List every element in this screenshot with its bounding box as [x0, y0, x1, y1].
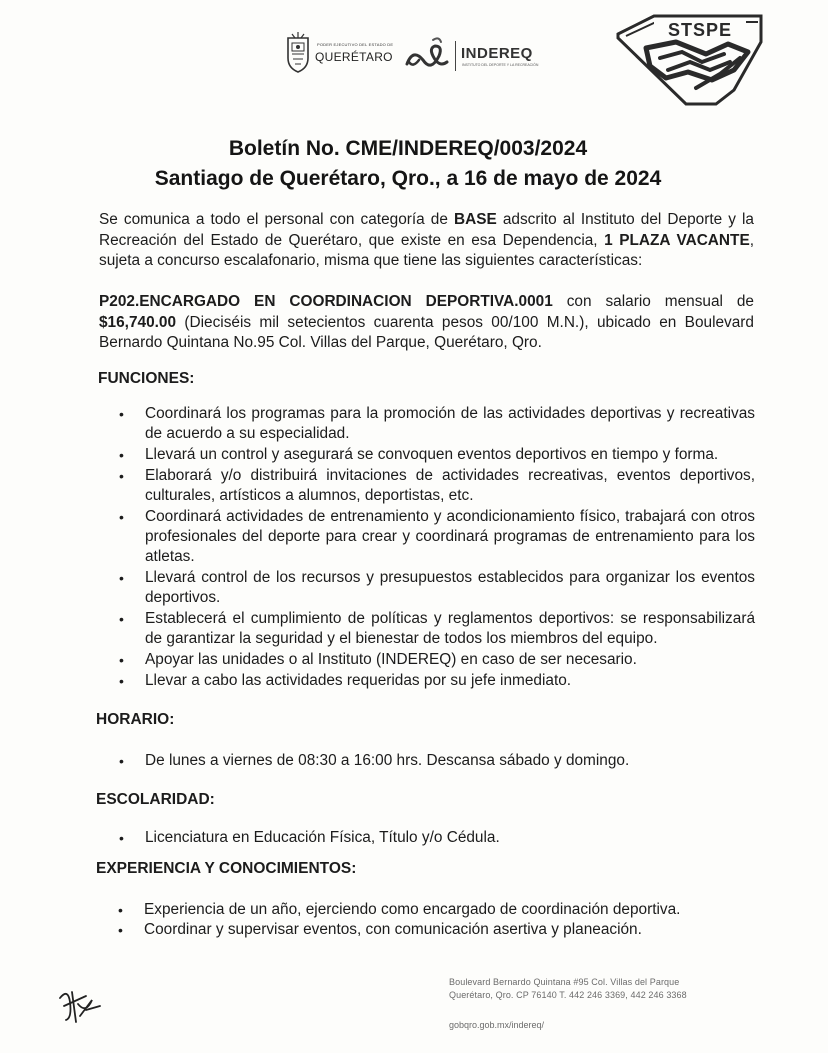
- intro-paragraph: Se comunica a todo el personal con categoría de BASE adscrito al Instituto del Deporte y la Recreación del Estado de Querétaro, que existe en esa Dependencia, 1 PLAZA VACANTE, sujeta a concurso escalafonario, misma que tiene las siguientes características:: [99, 211, 754, 269]
- list-item: • De lunes a viernes de 08:30 a 16:00 hrs. Descansa sábado y domingo.: [119, 752, 630, 769]
- experiencia-heading: EXPERIENCIA Y CONOCIMIENTOS:: [96, 860, 357, 877]
- intro-plaza: 1 PLAZA VACANTE: [604, 231, 750, 249]
- indereq-small-text: INSTITUTO DEL DEPORTE Y LA RECREACIÓN: [462, 63, 539, 67]
- footer-address-line1: Boulevard Bernardo Quintana #95 Col. Villas del Parque: [449, 977, 680, 987]
- list-item: • Experiencia de un año, ejerciendo como encargado de coordinación deportiva.: [118, 901, 681, 918]
- list-item: • Apoyar las unidades o al Instituto (INDEREQ) en caso de ser necesario.: [119, 651, 637, 668]
- horario-list: [117, 751, 747, 771]
- footer-address-line2: Querétaro, Qro. CP 76140 T. 442 246 3369, 442 246 3368: [449, 990, 687, 1000]
- list-item: • Llevar a cabo las actividades requeridas por su jefe inmediato.: [119, 672, 572, 689]
- escolaridad-list: [117, 828, 747, 848]
- list-item: • Licenciatura en Educación Física, Título y/o Cédula.: [119, 829, 500, 846]
- funciones-list: [117, 404, 755, 692]
- indereq-wordmark: INDEREQ: [461, 45, 533, 62]
- queretaro-logo: [283, 30, 394, 78]
- list-item: • Llevará un control y asegurará se convoquen eventos deportivos en tiempo y forma.: [119, 446, 719, 463]
- position-code: P202.ENCARGADO EN COORDINACION DEPORTIVA.0001: [99, 293, 553, 310]
- bulletin-number: Boletín No. CME/INDEREQ/003/2024: [228, 137, 588, 160]
- stspe-logo: [616, 14, 766, 106]
- list-item: • Coordinará los programas para la promoción de las actividades deportivas y recreativas de acuerdo a su especialidad.: [119, 405, 755, 442]
- funciones-heading: FUNCIONES:: [98, 370, 195, 387]
- footer-address: [449, 976, 687, 1002]
- indereq-logo: [403, 34, 543, 80]
- list-item: • Llevará control de los recursos y presupuestos establecidos para organizar los eventos deportivos.: [119, 569, 755, 606]
- indereq-mark-icon: [403, 34, 451, 76]
- stspe-wordmark: STSPE: [667, 20, 733, 40]
- position-salary: $16,740.00: [99, 313, 177, 331]
- list-item: • Establecerá el cumplimiento de políticas y reglamentos deportivos: se responsabilizará de garantizar la seguridad y el bienestar de todos los miembros del equipo.: [119, 610, 755, 647]
- list-item: • Coordinar y supervisar eventos, con comunicación asertiva y planeación.: [118, 921, 642, 938]
- list-item: • Coordinará actividades de entrenamiento y acondicionamiento físico, trabajará con otros profesionales del deporte para crear y coordinará programas de entrenamiento para los atletas.: [119, 508, 755, 565]
- signature-mark: [56, 984, 104, 1024]
- horario-heading: HORARIO:: [96, 711, 175, 728]
- experiencia-list: [116, 900, 746, 940]
- queretaro-crest-icon: [283, 30, 313, 74]
- bulletin-date-place: Santiago de Querétaro, Qro., a 16 de mayo de 2024: [154, 167, 662, 190]
- intro-base: BASE: [453, 211, 497, 228]
- queretaro-wordmark: QUERÉTARO: [315, 50, 393, 64]
- position-paragraph: P202.ENCARGADO EN COORDINACION DEPORTIVA.0001 con salario mensual de $16,740.00 (Dieciséis mil setecientos cuarenta pesos 00/100 M.N.), ubicado en Boulevard Bernardo Quintana No.95 Col. Villas del Parque, Querétaro, Qro.: [99, 293, 754, 351]
- indereq-divider: [455, 41, 456, 71]
- queretaro-small-text: PODER EJECUTIVO DEL ESTADO DE: [317, 42, 394, 47]
- footer-url: gobqro.gob.mx/indereq/: [449, 1020, 545, 1030]
- escolaridad-heading: ESCOLARIDAD:: [96, 791, 215, 808]
- list-item: • Elaborará y/o distribuirá invitaciones de actividades recreativas, eventos deportivos, culturales, artísticos a alumnos, deportistas, etc.: [119, 467, 755, 504]
